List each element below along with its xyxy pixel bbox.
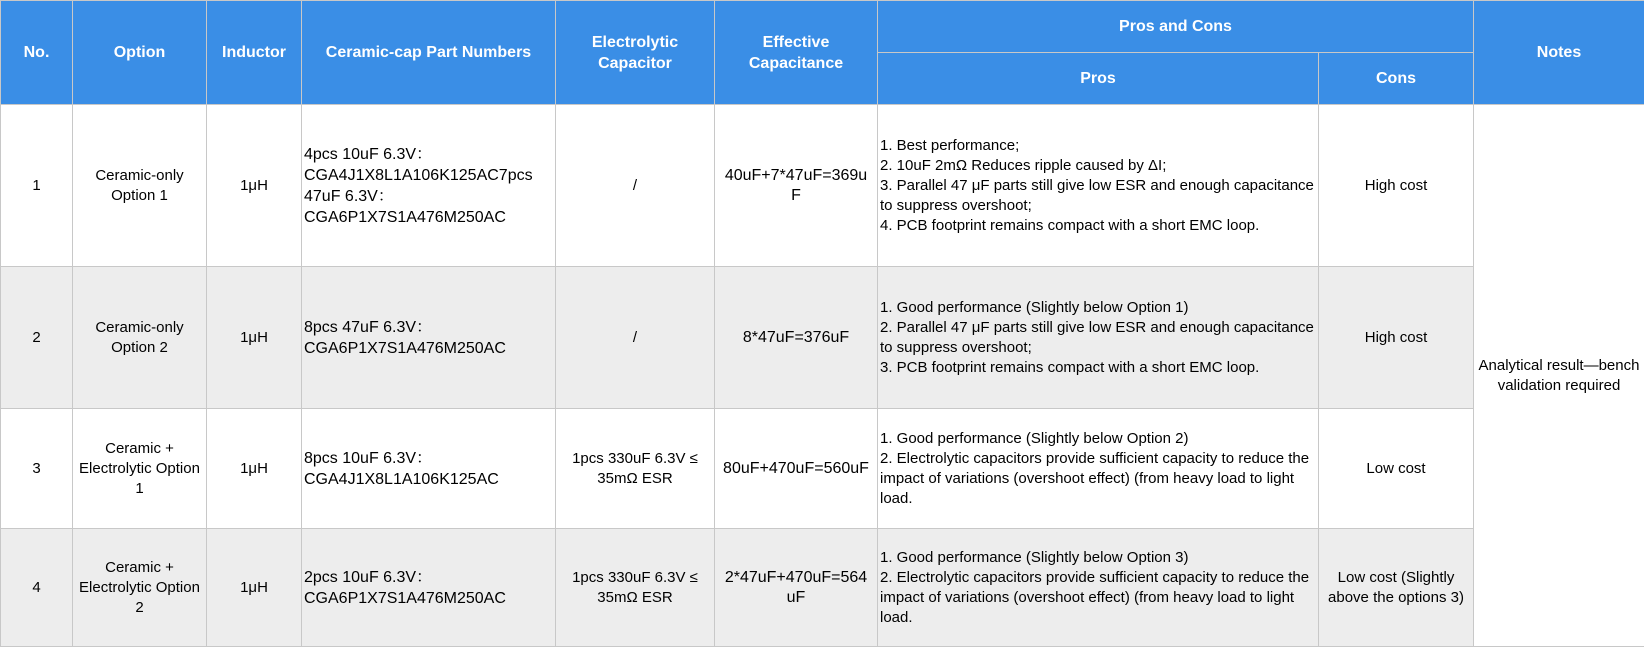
row-pros: [878, 267, 1319, 409]
row-effective-capacitance: 2*47uF+470uF=564uF: [715, 529, 878, 647]
row-no: 1: [1, 105, 73, 267]
row-option: Ceramic + Electrolytic Option 1: [73, 409, 207, 529]
row-electrolytic: 1pcs 330uF 6.3V ≤ 35mΩ ESR: [556, 529, 715, 647]
row-no: 3: [1, 409, 73, 529]
pros-item: 2. 10uF 2mΩ Reduces ripple caused by ΔI;: [880, 156, 1315, 176]
pros-item: 2. Electrolytic capacitors provide sufficient capacity to reduce the impact of variations (overshoot effect) (from heavy load to light load.: [880, 568, 1315, 628]
pros-item: 3. Parallel 47 μF parts still give low ESR and enough capacitance to suppress overshoot;: [880, 176, 1315, 216]
row-pros: [878, 529, 1319, 647]
row-cons: Low cost (Slightly above the options 3): [1319, 529, 1474, 647]
row-part-numbers: 2pcs 10uF 6.3V：CGA6P1X7S1A476M250AC: [302, 529, 556, 647]
pros-item: 1. Good performance (Slightly below Option 3): [880, 548, 1315, 568]
row-pros: [878, 409, 1319, 529]
row-pros: [878, 105, 1319, 267]
row-inductor: 1μH: [207, 409, 302, 529]
header-inductor: Inductor: [207, 1, 302, 105]
row-no: 2: [1, 267, 73, 409]
pros-item: 1. Good performance (Slightly below Option 2): [880, 429, 1315, 449]
row-electrolytic: 1pcs 330uF 6.3V ≤ 35mΩ ESR: [556, 409, 715, 529]
header-notes: Notes: [1474, 1, 1644, 105]
pros-item: 4. PCB footprint remains compact with a short EMC loop.: [880, 216, 1315, 236]
table-row: [1, 267, 1644, 409]
row-electrolytic: /: [556, 105, 715, 267]
table-row: [1, 409, 1644, 529]
row-inductor: 1μH: [207, 529, 302, 647]
pros-item: 2. Electrolytic capacitors provide sufficient capacity to reduce the impact of variations (overshoot effect) (from heavy load to light load.: [880, 449, 1315, 509]
notes-cell: Analytical result—bench validation required: [1474, 105, 1644, 647]
header-no: No.: [1, 1, 73, 105]
row-effective-capacitance: 8*47uF=376uF: [715, 267, 878, 409]
row-electrolytic: /: [556, 267, 715, 409]
row-option: Ceramic-only Option 1: [73, 105, 207, 267]
table-row: [1, 105, 1644, 267]
pros-item: 1. Best performance;: [880, 136, 1315, 156]
row-effective-capacitance: 80uF+470uF=560uF: [715, 409, 878, 529]
pros-item: 2. Parallel 47 μF parts still give low ESR and enough capacitance to suppress overshoot;: [880, 318, 1315, 358]
header-pros: Pros: [878, 53, 1319, 105]
row-inductor: 1μH: [207, 267, 302, 409]
table-row: [1, 529, 1644, 647]
header-effective-capacitance: Effective Capacitance: [715, 1, 878, 105]
row-option: Ceramic-only Option 2: [73, 267, 207, 409]
row-cons: Low cost: [1319, 409, 1474, 529]
pros-item: 1. Good performance (Slightly below Option 1): [880, 298, 1315, 318]
header-part-numbers: Ceramic-cap Part Numbers: [302, 1, 556, 105]
row-part-numbers: 8pcs 10uF 6.3V：CGA4J1X8L1A106K125AC: [302, 409, 556, 529]
row-cons: High cost: [1319, 105, 1474, 267]
row-part-numbers: 8pcs 47uF 6.3V：CGA6P1X7S1A476M250AC: [302, 267, 556, 409]
header-option: Option: [73, 1, 207, 105]
header-pros-and-cons: Pros and Cons: [878, 1, 1474, 53]
header-cons: Cons: [1319, 53, 1474, 105]
header-electrolytic-capacitor: Electrolytic Capacitor: [556, 1, 715, 105]
pros-item: 3. PCB footprint remains compact with a short EMC loop.: [880, 358, 1315, 378]
row-cons: High cost: [1319, 267, 1474, 409]
row-no: 4: [1, 529, 73, 647]
row-part-numbers: 4pcs 10uF 6.3V：CGA4J1X8L1A106K125AC7pcs 47uF 6.3V：CGA6P1X7S1A476M250AC: [302, 105, 556, 267]
row-effective-capacitance: 40uF+7*47uF=369uF: [715, 105, 878, 267]
row-option: Ceramic + Electrolytic Option 2: [73, 529, 207, 647]
row-inductor: 1μH: [207, 105, 302, 267]
